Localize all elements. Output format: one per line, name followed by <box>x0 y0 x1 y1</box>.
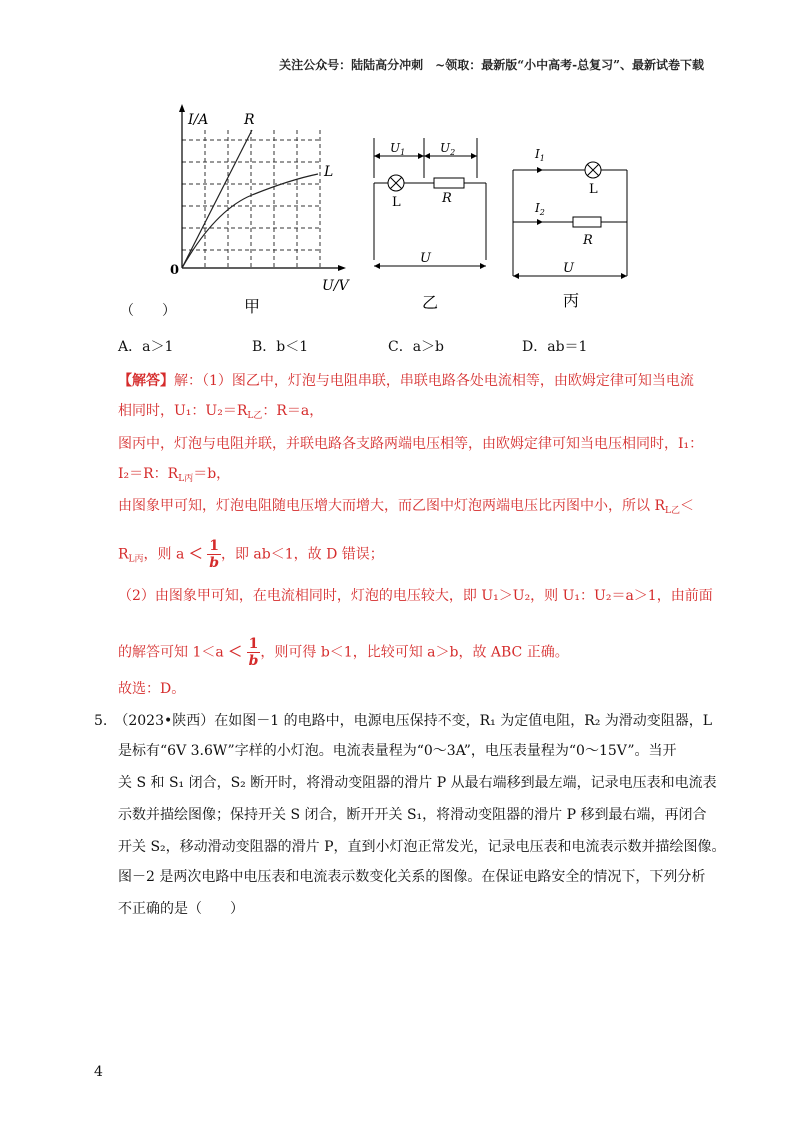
answer-line-5: 由图象甲可知，灯泡电阻随电压增大而增大，而乙图中灯泡两端电压比丙图中小，所以 $R_{L乙}<$ <box>118 498 694 516</box>
answer-line-3: 图丙中，灯泡与电阻并联，并联电路各支路两端电压相等，由欧姆定律可知当电压相同时，I₁： <box>118 436 704 452</box>
graph-grid <box>182 130 320 268</box>
origin-label: 0 <box>170 263 180 278</box>
figure-bing-caption: 丙 <box>563 291 580 310</box>
q5-line-4: 示数并描绘图像；保持开关 S 闭合，断开开关 S₁，将滑动变阻器的滑片 P 移到最右端，再闭合 <box>118 807 707 823</box>
u-label: U <box>420 251 431 266</box>
y-axis-arrow-icon <box>179 104 185 112</box>
answer-line-1: 【解答】解：（1）图乙中，灯泡与电阻串联，串联电路各处电流相等，由欧姆定律可知当电流 <box>118 373 694 389</box>
figure-yi-caption: 乙 <box>422 293 439 312</box>
x-axis-arrow-icon <box>338 265 346 271</box>
resistor-icon <box>573 217 601 227</box>
lamp-label: L <box>392 195 401 210</box>
figure-yi-circuit <box>362 128 492 318</box>
answer-line-7: （2）由图象甲可知，在电流相同时，灯泡的电压较大，即 U₁＞U₂，则 U₁：U₂＝a＞1，由前面 <box>118 588 713 604</box>
q5-line-3: 关 S 和 S₁ 闭合，S₂ 断开时，将滑动变阻器的滑片 P 从最右端移到最左端，记录电压表和电流表 <box>118 775 717 791</box>
curve-r-label: R <box>244 112 255 128</box>
curve-r <box>182 130 252 268</box>
q5-line-7: 不正确的是（ ） <box>118 901 244 917</box>
y-axis-label: I/A <box>188 112 209 128</box>
resistor-label: R <box>442 191 452 206</box>
resistor-icon <box>434 178 464 188</box>
resistor-label: R <box>583 233 593 248</box>
figure-jia-graph <box>160 100 360 315</box>
option-a: A．a＞1 <box>118 339 174 355</box>
q5-line-1: 5. （2023•陕西）在如图－1 的电路中，电源电压保持不变，R₁ 为定值电阻，R₂ 为滑动变阻器，L <box>94 713 713 729</box>
figure-bing-circuit <box>505 140 635 315</box>
page-header: 关注公众号：陆陆高分冲刺 ~领取：最新版“小中高考-总复习”、最新试卷下载 <box>279 58 704 72</box>
page-number: 4 <box>94 1064 103 1080</box>
answer-tag: 【解答】 <box>118 373 174 389</box>
u-label: U <box>563 261 574 276</box>
answer-line-9: 故选：D。 <box>118 681 186 697</box>
option-b: B．b＜1 <box>252 339 309 355</box>
curve-l <box>182 174 318 268</box>
curve-l-label: L <box>324 164 334 180</box>
figure-jia-caption: 甲 <box>244 297 261 315</box>
x-axis-label: U/V <box>322 278 349 294</box>
lamp-label: L <box>589 182 598 197</box>
question-paren: （ ） <box>120 303 176 319</box>
answer-line-8: 的解答可知 1＜a ＜ $\frac{1}{b}$ ，则可得 b＜1，比较可知 a＞b，故 ABC 正确。 <box>118 636 569 669</box>
q5-line-2: 是标有“6V 3.6W”字样的小灯泡。电流表量程为“0～3A”，电压表量程为“0～15V”。当开 <box>118 743 677 759</box>
q5-line-6: 图－2 是两次电路中电压表和电流表示数变化关系的图像。在保证电路安全的情况下，下列分析 <box>118 869 706 885</box>
u2-label: $U_2$ <box>440 141 456 157</box>
fraction-1-over-b: $\frac{1}{b}$ <box>209 538 219 571</box>
answer-line-4: I₂＝R：$R_{L丙}=b$， <box>118 466 231 484</box>
i2-label: $I_2$ <box>535 201 545 217</box>
option-c: C．a＞b <box>388 339 445 355</box>
option-d: D．ab＝1 <box>522 339 588 355</box>
u1-label: $U_1$ <box>390 141 406 157</box>
answer-line-2: 相同时，U₁：$U_2=R_{L乙}$：R＝a， <box>118 403 324 421</box>
i1-label: $I_1$ <box>535 147 545 163</box>
answer-line-6: $R_{L丙}$，则 a ＜ $\frac{1}{b}$ ，即 ab＜1，故 D 错误； <box>118 538 384 571</box>
fraction-1-over-b-2: $\frac{1}{b}$ <box>248 636 259 669</box>
q5-line-5: 开关 S₂，移动滑动变阻器的滑片 P，直到小灯泡正常发光，记录电压表和电流表示数并描绘图像。 <box>118 839 726 855</box>
